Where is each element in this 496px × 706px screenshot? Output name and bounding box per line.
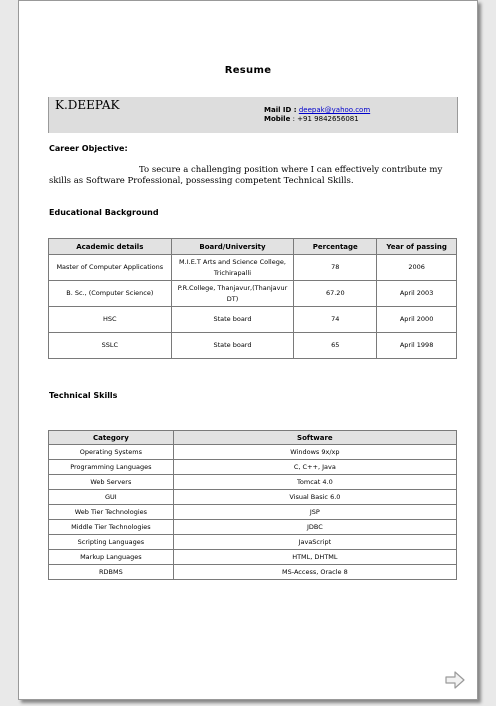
table-cell: Windows 9x/xp	[173, 445, 456, 460]
skills-heading: Technical Skills	[49, 391, 118, 400]
column-header: Percentage	[294, 239, 377, 255]
education-table	[48, 238, 457, 359]
table-cell: 74	[294, 307, 377, 333]
table-cell: C, C++, Java	[173, 460, 456, 475]
table-cell: 78	[294, 255, 377, 281]
table-cell: JDBC	[173, 520, 456, 535]
table-cell: 65	[294, 333, 377, 359]
table-cell: SSLC	[49, 333, 172, 359]
table-cell: Tomcat 4.0	[173, 475, 456, 490]
table-row	[49, 565, 457, 580]
table-cell: RDBMS	[49, 565, 174, 580]
career-heading: Career Objective:	[49, 144, 128, 153]
arrow-right-icon[interactable]	[444, 670, 466, 690]
table-cell: MS-Access, Oracle 8	[173, 565, 456, 580]
table-header-row	[49, 431, 457, 445]
table-cell: B. Sc., (Computer Science)	[49, 281, 172, 307]
column-header: Board/University	[171, 239, 294, 255]
resume-page	[18, 0, 478, 700]
table-header-row	[49, 239, 457, 255]
mail-link[interactable]: deepak@yahoo.com	[298, 106, 371, 114]
table-cell: Master of Computer Applications	[49, 255, 172, 281]
table-row	[49, 333, 457, 359]
contact-info	[264, 106, 370, 124]
column-header: Category	[49, 431, 174, 445]
table-row	[49, 520, 457, 535]
table-cell: April 2003	[377, 281, 457, 307]
table-row	[49, 255, 457, 281]
table-row	[49, 281, 457, 307]
table-row	[49, 535, 457, 550]
table-cell: HTML, DHTML	[173, 550, 456, 565]
education-heading: Educational Background	[49, 208, 159, 217]
table-row	[49, 460, 457, 475]
table-cell: HSC	[49, 307, 172, 333]
table-cell: Visual Basic 6.0	[173, 490, 456, 505]
mail-label: Mail ID :	[264, 106, 297, 114]
mobile-label: Mobile	[264, 115, 291, 123]
table-cell: April 1998	[377, 333, 457, 359]
mobile-value: : +91 9842656081	[292, 115, 359, 123]
table-row	[49, 445, 457, 460]
table-cell: April 2000	[377, 307, 457, 333]
candidate-name: K.DEEPAK	[55, 98, 120, 112]
table-row	[49, 550, 457, 565]
table-cell: State board	[171, 307, 294, 333]
table-cell: Middle Tier Technologies	[49, 520, 174, 535]
document-title: Resume	[224, 65, 272, 76]
career-text: To secure a challenging position where I can effectively contribute my skills as Software Professional, possessing competent Technical Skills.	[49, 165, 443, 186]
table-row	[49, 490, 457, 505]
table-row	[49, 307, 457, 333]
table-cell: GUI	[49, 490, 174, 505]
table-cell: Programming Languages	[49, 460, 174, 475]
table-cell: Web Tier Technologies	[49, 505, 174, 520]
table-cell: Operating Systems	[49, 445, 174, 460]
table-row	[49, 505, 457, 520]
header-box	[48, 97, 458, 133]
table-cell: 67.20	[294, 281, 377, 307]
table-cell: M.I.E.T Arts and Science College, Trichirapalli	[171, 255, 294, 281]
table-cell: JSP	[173, 505, 456, 520]
column-header: Software	[173, 431, 456, 445]
table-row	[49, 475, 457, 490]
skills-table	[48, 430, 457, 580]
table-cell: 2006	[377, 255, 457, 281]
table-cell: JavaScript	[173, 535, 456, 550]
table-cell: State board	[171, 333, 294, 359]
column-header: Academic details	[49, 239, 172, 255]
table-cell: P.R.College, Thanjavur,(Thanjavur DT)	[171, 281, 294, 307]
column-header: Year of passing	[377, 239, 457, 255]
table-cell: Scripting Languages	[49, 535, 174, 550]
table-cell: Markup Languages	[49, 550, 174, 565]
career-objective	[49, 165, 449, 187]
table-cell: Web Servers	[49, 475, 174, 490]
